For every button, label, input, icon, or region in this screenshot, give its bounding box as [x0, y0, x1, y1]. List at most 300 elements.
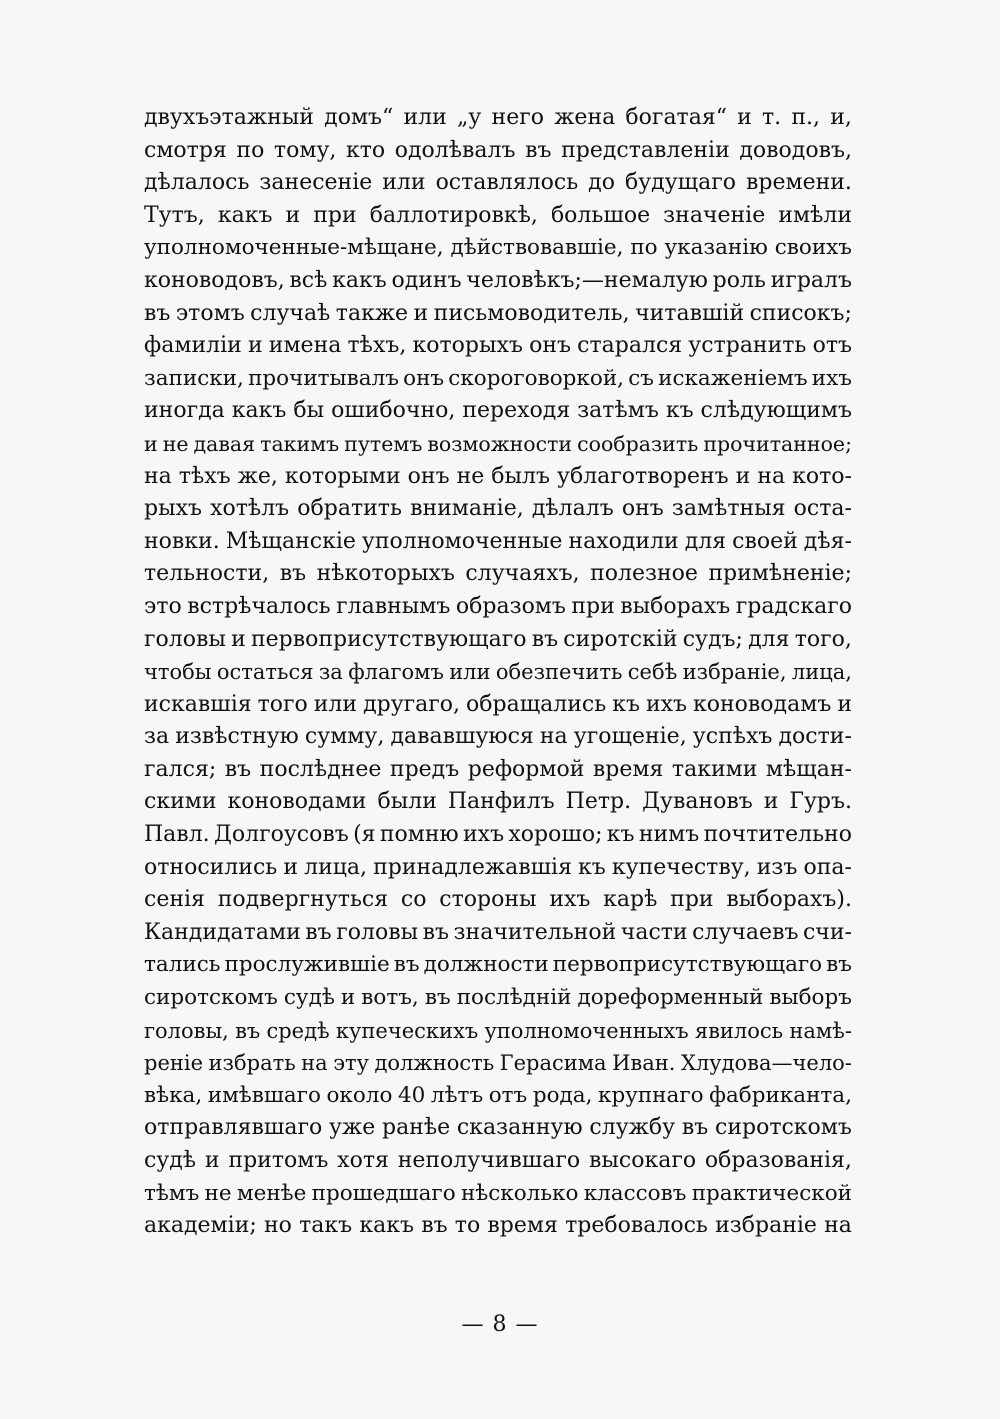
word: коноводамъ [693, 691, 832, 717]
word: тѣхъ [178, 463, 231, 489]
word: до [588, 170, 615, 196]
word: академіи; [144, 1213, 257, 1239]
word: того [257, 691, 308, 717]
word: въ [144, 300, 171, 326]
word: почтительно [703, 822, 852, 848]
word: же, [237, 463, 278, 489]
word: на [144, 463, 172, 489]
word: такими [671, 756, 758, 782]
word: одолѣвалъ [394, 137, 516, 163]
word: лѣтъ [430, 1082, 484, 1108]
word: такимъ [260, 431, 340, 456]
word: обращались [466, 691, 607, 717]
word: ихъ [645, 691, 688, 717]
word: фабриканта, [709, 1082, 852, 1108]
word: крупнаго [598, 1082, 704, 1108]
word: Герасима [499, 1051, 607, 1076]
word: дѣлалось [144, 170, 250, 196]
word: въ [421, 1213, 448, 1239]
word: уполномоченныхъ [484, 1018, 689, 1043]
word: кто [345, 137, 386, 163]
word: не [456, 463, 485, 489]
word: и [285, 202, 301, 228]
word: и [837, 691, 852, 717]
word: будущаго [624, 170, 736, 196]
word: въ [424, 985, 451, 1011]
word: кото- [792, 463, 852, 489]
word: переходя [462, 398, 571, 424]
word: которыми [284, 463, 401, 489]
text-line [144, 754, 852, 787]
word: судъ; [682, 626, 743, 652]
word: бы [293, 398, 325, 424]
word: одинъ [391, 267, 462, 293]
word: искавшія [144, 691, 252, 717]
word: или [382, 170, 426, 196]
word: около [326, 1082, 393, 1108]
word: ошибочно, [331, 398, 456, 424]
text-line [144, 1047, 852, 1080]
word: баллотировкѣ, [369, 202, 538, 228]
word: менѣе [236, 1180, 307, 1206]
word: въ [525, 137, 552, 163]
word: большое [550, 202, 651, 228]
word: давая [193, 431, 256, 456]
word: судѣ [144, 1148, 197, 1173]
text-line [144, 624, 852, 657]
word: явилось [694, 1018, 784, 1043]
text-line [144, 852, 852, 885]
word: не [162, 431, 189, 456]
page-number: — 8 — [461, 1312, 539, 1337]
text-line [144, 493, 852, 526]
word: устранить [688, 333, 807, 359]
word: предъ [389, 756, 460, 782]
word: того, [794, 626, 852, 652]
text-line [144, 395, 852, 428]
word: по [630, 235, 658, 261]
word: игралъ [770, 267, 852, 293]
text-line [144, 689, 852, 722]
word: Иван. [612, 1051, 676, 1076]
word: ранѣе [381, 1115, 451, 1141]
word: списокъ; [749, 300, 852, 326]
word: обратить [297, 496, 402, 522]
word: гался; [144, 756, 217, 782]
word: и [413, 300, 429, 326]
word: тѣхъ, [347, 333, 407, 359]
word: представленіи [561, 137, 730, 163]
word: счи- [802, 919, 852, 945]
word: то [454, 1213, 481, 1239]
word: коноводовъ, [144, 267, 285, 293]
word: прочитывалъ [248, 365, 399, 391]
word: прослужившіе [224, 952, 390, 978]
word: которыхъ [412, 333, 523, 359]
word: успѣхъ [692, 724, 773, 750]
word: образомъ [455, 593, 566, 619]
word: имѣвшаго [207, 1082, 321, 1108]
word: хорошо; [508, 822, 603, 848]
word: флагомъ [348, 660, 444, 685]
word: случаевъ [692, 919, 799, 945]
word: Хлудова—чело- [680, 1051, 852, 1076]
word: классовъ [583, 1180, 687, 1206]
word: и [340, 985, 356, 1011]
word: сиротскомъ [144, 985, 278, 1011]
word: тѣмъ [144, 1180, 200, 1206]
word: хотя [337, 1148, 389, 1173]
word: Долгоусовъ [213, 822, 349, 848]
word: тались [144, 952, 221, 978]
word: время [592, 756, 664, 782]
word: выборахъ [620, 593, 731, 619]
word: Панфилъ [447, 789, 555, 815]
word: дѣя- [803, 528, 852, 554]
word: къ [578, 854, 606, 880]
word: чтобы [144, 660, 212, 685]
word: дости- [778, 724, 852, 750]
word: ихъ [549, 887, 591, 913]
word: лица, [304, 854, 368, 880]
word: купечеству, [611, 854, 751, 880]
word: Павл. [144, 822, 210, 848]
word: главнымъ [336, 593, 451, 619]
word: читавшій [635, 300, 745, 326]
text-line [144, 591, 852, 624]
word: отъ [812, 333, 852, 359]
word: послѣдній [456, 985, 572, 1011]
word: притомъ [228, 1148, 329, 1173]
word: сенія [144, 887, 205, 913]
word: значительной [453, 919, 617, 945]
word: въ [681, 1115, 709, 1141]
word: (я [353, 822, 376, 848]
word: или [403, 105, 447, 130]
word: замѣтныя [671, 496, 786, 522]
text-line [144, 721, 852, 754]
text-line [144, 1178, 852, 1211]
word: него [491, 105, 544, 130]
word: уполномоченные [361, 528, 563, 554]
word: высокаго [588, 1148, 697, 1173]
word: остаться [216, 660, 314, 685]
word: дававшуюся [390, 724, 534, 750]
word: первоприсутствующаго [250, 626, 527, 652]
word: встрѣчалось [187, 593, 331, 619]
word: неполучившаго [397, 1148, 581, 1173]
word: и, [830, 105, 852, 130]
word: на [539, 724, 568, 750]
word: хотѣлъ [210, 496, 290, 522]
word: Кандидатами [144, 919, 301, 945]
word: какъ [332, 267, 387, 293]
word: п., [791, 105, 821, 130]
word: средѣ [266, 1018, 330, 1043]
word: своей [732, 528, 798, 554]
word: смотря [144, 137, 227, 163]
word: Дувановъ [642, 789, 753, 815]
word: но [263, 1213, 292, 1239]
word: письмоводитель, [433, 300, 630, 326]
word: и [144, 431, 158, 456]
word: на [757, 463, 786, 489]
text-line [144, 819, 852, 852]
word: и [763, 789, 779, 815]
text-line [144, 167, 852, 200]
word: возможности [427, 431, 573, 456]
text-line [144, 1145, 852, 1178]
word: за [318, 660, 343, 685]
word: этомъ [175, 300, 245, 326]
word: прошедшаго [311, 1180, 456, 1206]
word: путемъ [344, 431, 423, 456]
word: случаѣ [250, 300, 331, 326]
word: отправлявшаго [144, 1115, 323, 1141]
text-line [144, 949, 852, 982]
word: нимъ [638, 822, 700, 848]
word: такъ [299, 1213, 353, 1239]
word: на [824, 1213, 852, 1239]
word: рыхъ [144, 496, 202, 522]
text-line [144, 265, 852, 298]
word: себѣ [627, 660, 678, 685]
word: указанію [664, 235, 768, 261]
word: былъ [491, 463, 550, 489]
text-line [144, 200, 852, 233]
word: и [231, 626, 246, 652]
word: мѣщан- [765, 756, 852, 782]
text-line [144, 363, 852, 396]
word: купеческихъ [335, 1018, 479, 1043]
word: со [400, 887, 427, 913]
text-line [144, 1015, 852, 1048]
word: рода, [532, 1082, 593, 1108]
word: онъ [403, 365, 445, 391]
word: доводовъ, [739, 137, 852, 163]
word: дѣлалъ [531, 496, 614, 522]
word: иногда [144, 398, 225, 424]
word: головы, [144, 1018, 229, 1043]
word: избраніе, [682, 660, 787, 685]
word: къ [606, 822, 635, 848]
word: Гуръ. [789, 789, 852, 815]
word: искаженіемъ [658, 365, 808, 391]
word: части [620, 919, 688, 945]
word: 40 [397, 1082, 426, 1108]
word: другаго, [363, 691, 461, 717]
word: нѣсколько [460, 1180, 579, 1206]
text-line [144, 428, 852, 461]
word: сиротскомъ [715, 1115, 852, 1141]
word: лица, [791, 660, 852, 685]
word: слѣдующимъ [700, 398, 852, 424]
word: на [301, 1051, 328, 1076]
word: сказанную [456, 1115, 583, 1141]
word: домъ“ [324, 105, 394, 130]
word: богатая“ [625, 105, 727, 130]
word: сумму, [304, 724, 385, 750]
word: ублаготворенъ [557, 463, 729, 489]
word: для [684, 528, 727, 554]
word: сиротскій [563, 626, 678, 652]
word: обезпечить [495, 660, 623, 685]
text-line [144, 1080, 852, 1113]
word: какъ [231, 398, 287, 424]
word: онъ [529, 333, 571, 359]
word: ихъ [811, 365, 852, 391]
word: своихъ [774, 235, 852, 261]
text-line [144, 526, 852, 559]
word: службу [589, 1115, 676, 1141]
word: т. [762, 105, 782, 130]
word: человѣкъ;—немалую [466, 267, 708, 293]
word: дѣйствовавшіе, [450, 235, 624, 261]
body-text [144, 102, 852, 1243]
word: примѣненіе; [708, 561, 852, 587]
word: изъ [756, 854, 798, 880]
text-line [144, 461, 852, 494]
word: уже [329, 1115, 376, 1141]
text-line [144, 135, 852, 168]
word: вотъ, [361, 985, 419, 1011]
word: при [313, 202, 357, 228]
word: „у [457, 105, 482, 130]
word: избрать [208, 1051, 296, 1076]
word: значеніе [663, 202, 766, 228]
word: уполномоченные-мѣщане, [144, 235, 444, 261]
word: и [283, 854, 299, 880]
word: оставлялось [435, 170, 579, 196]
word: какъ [359, 1213, 414, 1239]
word: помню [379, 822, 459, 848]
word: послѣднее [259, 756, 382, 782]
text-line [144, 232, 852, 265]
word: относились [144, 854, 278, 880]
word: скими [144, 789, 217, 815]
word: онъ [621, 496, 664, 522]
word: въ [224, 756, 252, 782]
text-line [144, 786, 852, 819]
word: имена [268, 333, 342, 359]
word: также [335, 300, 409, 326]
text-line [144, 982, 852, 1015]
word: извѣстную [175, 724, 299, 750]
word: оста- [793, 496, 852, 522]
text-line [144, 102, 852, 135]
word: тельности, [144, 561, 270, 587]
word: Тутъ, [144, 202, 205, 228]
word: ихъ [463, 822, 505, 848]
word: это [144, 593, 182, 619]
word: принадлежавшія [373, 854, 572, 880]
text-line [144, 330, 852, 363]
word: стороны [439, 887, 537, 913]
word: за [144, 724, 170, 750]
word: карѣ [603, 887, 658, 913]
word: дореформенный [577, 985, 764, 1011]
word: головы [144, 626, 226, 652]
word: полезное [590, 561, 698, 587]
word: въ [305, 919, 332, 945]
word: головы [336, 919, 419, 945]
word: угощеніе, [573, 724, 687, 750]
word: должность [374, 1051, 495, 1076]
word: первоприсутствующаго [552, 952, 823, 978]
word: время [487, 1213, 558, 1239]
word: вѣка, [144, 1082, 203, 1108]
word: практической [691, 1180, 852, 1206]
word: намѣ- [789, 1018, 852, 1043]
word: Петр. [565, 789, 632, 815]
word: въ [826, 952, 852, 978]
word: находили [568, 528, 679, 554]
word: новки. [144, 528, 220, 554]
text-line [144, 884, 852, 917]
text-line [144, 1112, 852, 1145]
word: скороговоркой, [448, 365, 624, 391]
word: фамиліи [144, 333, 242, 359]
word: и [737, 105, 752, 130]
word: или [313, 691, 358, 717]
text-line [144, 917, 852, 950]
word: всѣ [289, 267, 328, 293]
word: реніе [144, 1051, 204, 1076]
word: и [735, 463, 751, 489]
word: были [377, 789, 437, 815]
word: случаяхъ, [465, 561, 580, 587]
word: и [247, 333, 263, 359]
text-line [144, 1210, 852, 1243]
word: подвергнуться [217, 887, 389, 913]
word: жена [554, 105, 616, 130]
word: и [204, 1148, 220, 1173]
word: судѣ [283, 985, 335, 1011]
word: выборахъ). [726, 887, 852, 913]
word: Мѣщанскіе [225, 528, 356, 554]
word: затѣмъ [577, 398, 659, 424]
word: сообразить [577, 431, 699, 456]
word: при [571, 593, 615, 619]
word: въ [393, 952, 420, 978]
word: онъ [407, 463, 450, 489]
word: къ [612, 691, 640, 717]
word: въ [531, 626, 559, 652]
word: имѣли [778, 202, 852, 228]
text-line [144, 298, 852, 331]
word: отъ [488, 1082, 528, 1108]
text-line [144, 656, 852, 689]
word: прочитанное; [703, 431, 852, 456]
word: вниманіе, [410, 496, 524, 522]
word: къ [665, 398, 694, 424]
word: коноводами [227, 789, 367, 815]
word: времени. [745, 170, 852, 196]
word: градскаго [735, 593, 852, 619]
word: должности [423, 952, 549, 978]
word: не [204, 1180, 232, 1206]
word: въ [422, 919, 450, 945]
word: двухъэтажный [144, 105, 314, 130]
text-line [144, 558, 852, 591]
word: для [748, 626, 790, 652]
word: требовалось [565, 1213, 708, 1239]
word: образованія, [704, 1148, 852, 1173]
word: эту [333, 1051, 369, 1076]
word: старался [577, 333, 683, 359]
word: выборъ [769, 985, 852, 1011]
word: роль [712, 267, 766, 293]
